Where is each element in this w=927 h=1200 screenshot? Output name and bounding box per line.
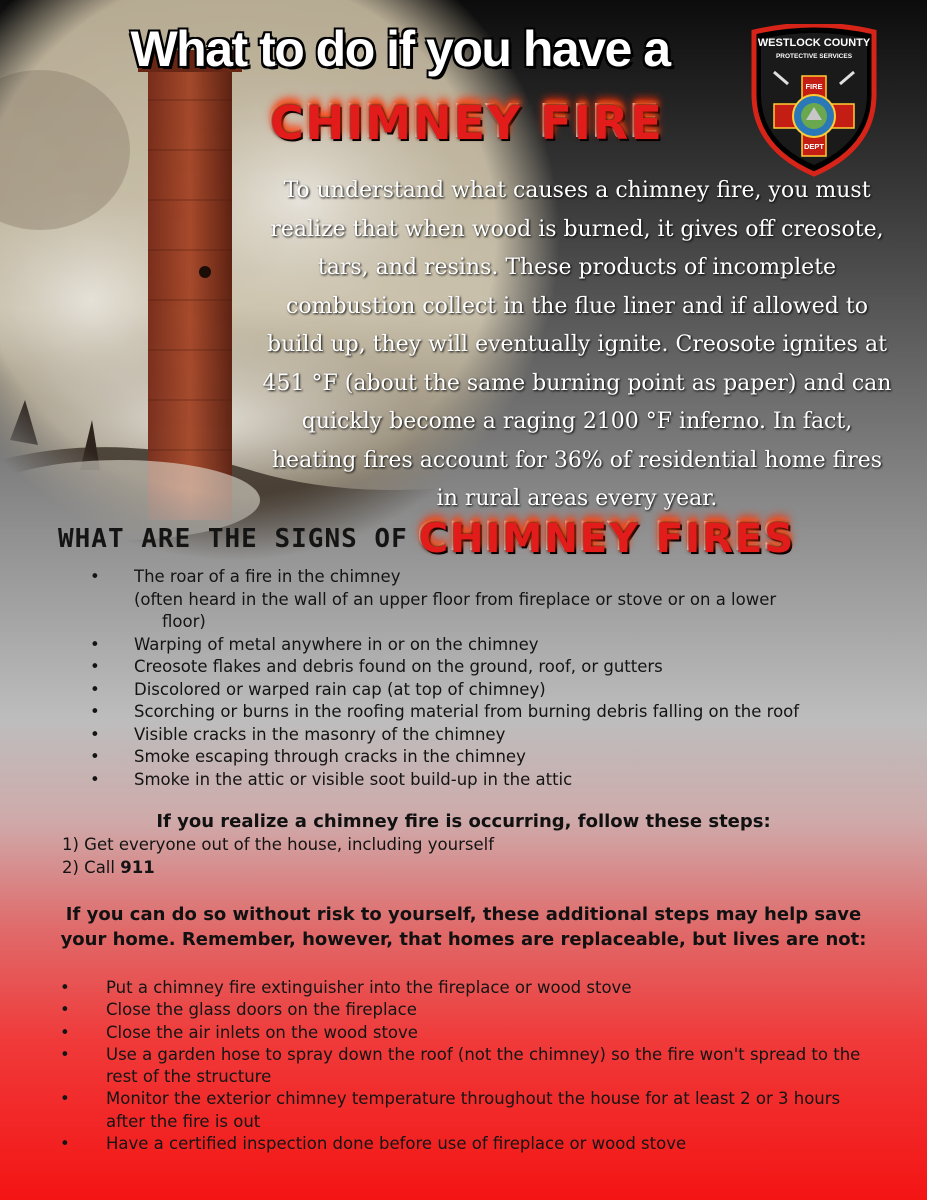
intro-paragraph: To understand what causes a chimney fire, you must realize that when wood is burned, it gives off creosote, tars, and resins. These products of incomplete combustion collect in the flue liner and if allowed to build up, they will eventually ignite. Creosote ignites at 451 °F (about the same burning point as paper) and can quickly become a raging 2100 °F inferno. In fact, heating fires account for 36% of residential home fires in rural areas every year. xyxy=(262,178,892,511)
list-item: • Smoke in the attic or visible soot build-up in the attic xyxy=(90,769,910,792)
steps-heading: If you realize a chimney fire is occurring, follow these steps: xyxy=(156,811,771,832)
badge-dept-text: DEPT xyxy=(803,142,825,151)
list-item: • Have a certified inspection done before use of fireplace or wood stove xyxy=(60,1133,880,1155)
additional-steps-heading: If you can do so without risk to yourself, these additional steps may help save your home. Remember, however, that homes are replaceable, but lives are not: xyxy=(60,904,867,950)
list-item: • Put a chimney fire extinguisher into the fireplace or wood stove xyxy=(60,977,880,999)
page-title-fire: CHIMNEY FIRE xyxy=(270,96,664,150)
list-item: • Visible cracks in the masonry of the chimney xyxy=(90,724,910,747)
signs-list xyxy=(90,566,910,791)
emergency-number: 911 xyxy=(120,857,155,877)
list-item: • Close the glass doors on the fireplace xyxy=(60,999,880,1021)
list-item: • Close the air inlets on the wood stove xyxy=(60,1022,880,1044)
additional-steps-list xyxy=(60,977,880,1155)
sign-item-subtext: (often heard in the wall of an upper floor from fireplace or stove or on a lower xyxy=(134,589,777,609)
list-item: • Scorching or burns in the roofing material from burning debris falling on the roof xyxy=(90,701,910,724)
sign-item-subtext: floor) xyxy=(162,612,206,631)
list-item: • Use a garden hose to spray down the roof (not the chimney) so the fire won't spread to the rest of the structure xyxy=(60,1044,880,1089)
steps-list xyxy=(62,834,494,879)
badge-top-text: WESTLOCK COUNTY xyxy=(757,37,871,49)
step-item: 1) Get everyone out of the house, including yourself xyxy=(62,835,495,854)
badge-fire-text: FIRE xyxy=(805,82,823,91)
sign-item-text: • The roar of a fire in the chimney xyxy=(134,567,401,586)
badge-sub-text: PROTECTIVE SERVICES xyxy=(775,53,853,60)
page-title: What to do if you have a xyxy=(130,21,670,77)
list-item xyxy=(90,566,910,634)
list-item: • Discolored or warped rain cap (at top of chimney) xyxy=(90,679,910,702)
signs-heading xyxy=(58,516,795,562)
step-item xyxy=(62,857,494,880)
list-item: • Smoke escaping through cracks in the chimney xyxy=(90,746,910,769)
step-item-text: 2) Call xyxy=(62,857,121,877)
list-item: • Warping of metal anywhere in or on the chimney xyxy=(90,634,910,657)
list-item: • Creosote flakes and debris found on the ground, roof, or gutters xyxy=(90,656,910,679)
signs-heading-text: WHAT ARE THE SIGNS OF xyxy=(58,524,408,554)
list-item: • Monitor the exterior chimney temperature throughout the house for at least 2 or 3 hours after the fire is out xyxy=(60,1088,880,1133)
signs-heading-fire: CHIMNEY FIRES xyxy=(418,516,796,562)
